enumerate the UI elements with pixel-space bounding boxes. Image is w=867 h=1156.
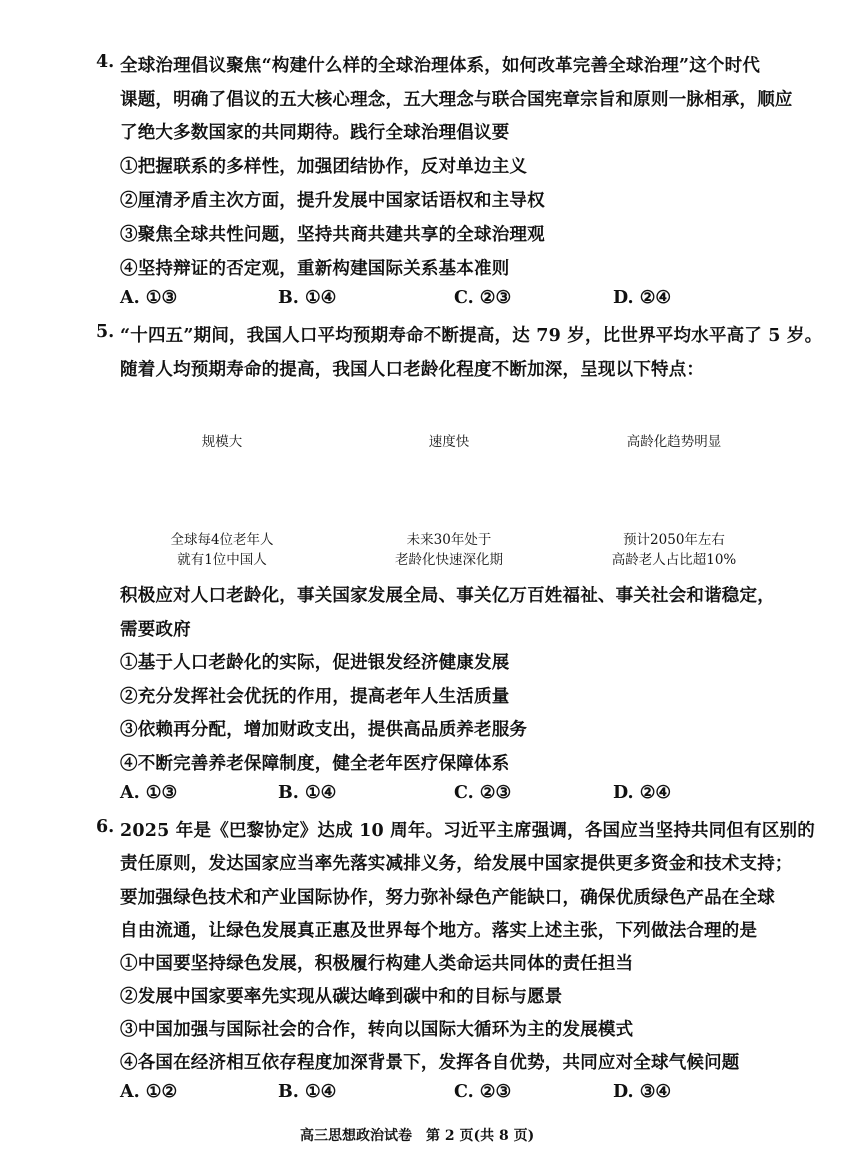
q4-item-2: ②厘清矛盾主次方面，提升发展中国家话语权和主导权: [120, 191, 545, 211]
q6-item-4: ④各国在经济相互依存程度加深背景下，发挥各自优势，共同应对全球气候问题: [120, 1053, 740, 1073]
q6-number: 6.: [96, 817, 115, 837]
q5-number: 5.: [96, 322, 115, 342]
figure-detail-advanced-age-line-2: 高龄老人占比超10%: [611, 552, 737, 568]
q6-option-b[interactable]: B. ①④: [278, 1082, 337, 1102]
figure-detail-scale: [122, 530, 322, 570]
q4-option-a[interactable]: A. ①③: [120, 288, 178, 308]
q5-item-2: ②充分发挥社会优抚的作用，提高老年人生活质量: [120, 687, 510, 707]
q4-item-4: ④坚持辩证的否定观，重新构建国际关系基本准则: [120, 259, 510, 279]
q5-option-a[interactable]: A. ①③: [120, 783, 178, 803]
q6-stem-line-1: 2025 年是《巴黎协定》达成 10 周年。习近平主席强调，各国应当坚持共同但有区别的: [120, 821, 815, 841]
q5-item-3: ③依赖再分配，增加财政支出，提供高品质养老服务: [120, 720, 528, 740]
q5-item-4: ④不断完善养老保障制度，健全老年医疗保障体系: [120, 754, 510, 774]
q6-item-1: ①中国要坚持绿色发展，积极履行构建人类命运共同体的责任担当: [120, 954, 634, 974]
q6-item-2: ②发展中国家要率先实现从碳达峰到碳中和的目标与愿景: [120, 987, 563, 1007]
figure-heading-scale: 规模大: [201, 434, 243, 450]
q5-stem-line-1: “十四五”期间，我国人口平均预期寿命不断提高，达 79 岁，比世界平均水平高了 5 岁。: [120, 326, 823, 346]
q6-option-c[interactable]: C. ②③: [454, 1082, 512, 1102]
q6-stem-line-3: 要加强绿色技术和产业国际协作，努力弥补绿色产能缺口，确保优质绿色产品在全球: [120, 888, 775, 908]
figure-detail-scale-line-2: 就有1位中国人: [177, 552, 267, 568]
page-footer: 高三思想政治试卷 第 2 页(共 8 页): [300, 1128, 535, 1144]
q6-item-3: ③中国加强与国际社会的合作，转向以国际大循环为主的发展模式: [120, 1020, 634, 1040]
figure-detail-speed-line-1: 未来30年处于: [406, 532, 492, 548]
q5-stem2-line-2: 需要政府: [120, 620, 191, 640]
figure-detail-speed: [349, 530, 549, 570]
q5-item-1: ①基于人口老龄化的实际，促进银发经济健康发展: [120, 653, 510, 673]
q6-stem-line-4: 自由流通，让绿色发展真正惠及世界每个地方。落实上述主张，下列做法合理的是: [120, 921, 758, 941]
figure-detail-advanced-age: [574, 530, 774, 570]
q6-option-a[interactable]: A. ①②: [120, 1082, 178, 1102]
q4-option-d[interactable]: D. ②④: [613, 288, 672, 308]
figure-heading-speed: 速度快: [428, 434, 470, 450]
figure-detail-scale-line-1: 全球每4位老年人: [170, 532, 274, 548]
q6-stem-line-2: 责任原则，发达国家应当率先落实减排义务，给发展中国家提供更多资金和技术支持；: [120, 854, 793, 874]
q5-option-d[interactable]: D. ②④: [613, 783, 672, 803]
q4-option-c[interactable]: C. ②③: [454, 288, 512, 308]
q6-option-d[interactable]: D. ③④: [613, 1082, 672, 1102]
figure-detail-speed-line-2: 老龄化快速深化期: [395, 552, 503, 568]
q4-item-3: ③聚焦全球共性问题，坚持共商共建共享的全球治理观: [120, 225, 545, 245]
q5-stem-line-2: 随着人均预期寿命的提高，我国人口老龄化程度不断加深，呈现以下特点：: [120, 360, 705, 380]
q4-number: 4.: [96, 52, 115, 72]
q5-option-c[interactable]: C. ②③: [454, 783, 512, 803]
q4-stem-line-1: 全球治理倡议聚焦“构建什么样的全球治理体系，如何改革完善全球治理”这个时代: [120, 56, 761, 76]
q4-item-1: ①把握联系的多样性，加强团结协作，反对单边主义: [120, 157, 528, 177]
q5-stem2-line-1: 积极应对人口老龄化，事关国家发展全局、事关亿万百姓福祉、事关社会和谐稳定，: [120, 586, 775, 606]
q5-option-b[interactable]: B. ①④: [278, 783, 337, 803]
q4-stem-line-2: 课题，明确了倡议的五大核心理念，五大理念与联合国宪章宗旨和原则一脉相承，顺应: [120, 90, 793, 110]
q4-option-b[interactable]: B. ①④: [278, 288, 337, 308]
figure-heading-advanced-age: 高龄化趋势明显: [626, 434, 722, 450]
figure-detail-advanced-age-line-1: 预计2050年左右: [623, 532, 725, 548]
q4-stem-line-3: 了绝大多数国家的共同期待。践行全球治理倡议要: [120, 123, 510, 143]
